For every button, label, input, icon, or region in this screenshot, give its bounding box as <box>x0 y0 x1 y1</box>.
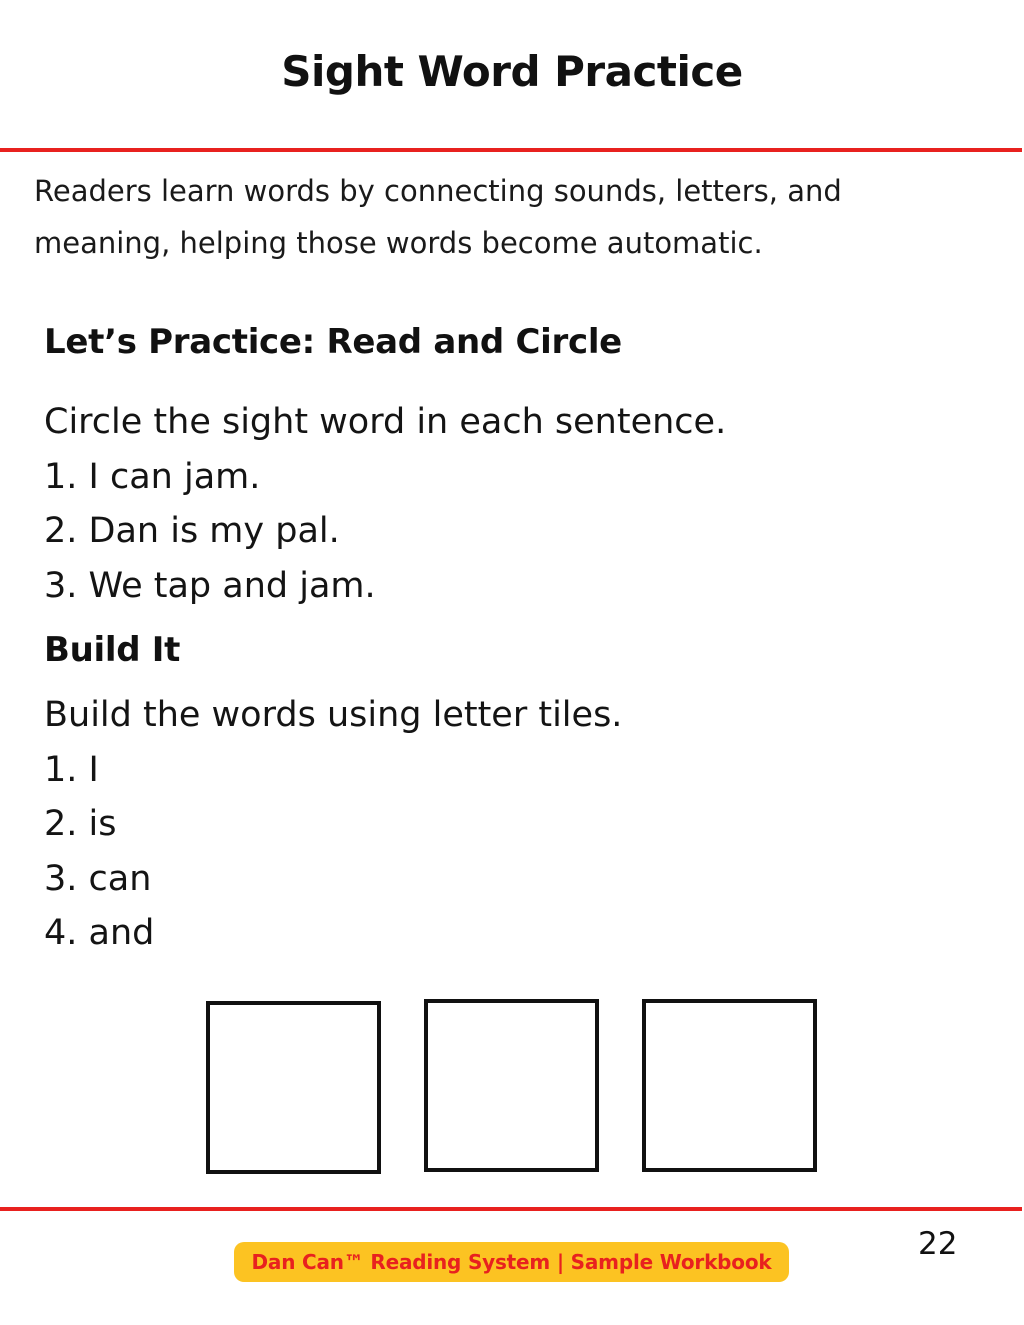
page-number: 22 <box>918 1226 958 1262</box>
build-item: 1. I <box>44 749 99 790</box>
build-item: 3. can <box>44 858 152 899</box>
practice-item: 1. I can jam. <box>44 456 261 497</box>
practice-item: 2. Dan is my pal. <box>44 511 340 551</box>
footer-text: Dan Can™ Reading System | Sample Workbook <box>251 1250 772 1274</box>
build-heading: Build It <box>44 630 181 670</box>
letter-tile-box[interactable] <box>424 999 599 1172</box>
practice-section <box>44 395 726 613</box>
build-item: 4. and <box>44 913 155 953</box>
build-instruction: Build the words using letter tiles. <box>44 695 623 735</box>
build-section <box>44 688 622 961</box>
letter-tile-box[interactable] <box>642 999 817 1172</box>
footer-badge <box>234 1242 789 1282</box>
build-item: 2. is <box>44 804 117 844</box>
top-divider <box>0 148 1022 152</box>
intro-line: Readers learn words by connecting sounds, letters, and <box>34 174 842 208</box>
practice-instruction: Circle the sight word in each sentence. <box>44 402 727 442</box>
practice-item: 3. We tap and jam. <box>44 565 376 606</box>
practice-heading: Let’s Practice: Read and Circle <box>44 322 622 362</box>
bottom-divider <box>0 1207 1022 1211</box>
intro-line: meaning, helping those words become automatic. <box>34 226 763 260</box>
intro-paragraph <box>34 165 984 269</box>
page-title: Sight Word Practice <box>281 47 743 96</box>
letter-tile-box[interactable] <box>206 1001 381 1174</box>
